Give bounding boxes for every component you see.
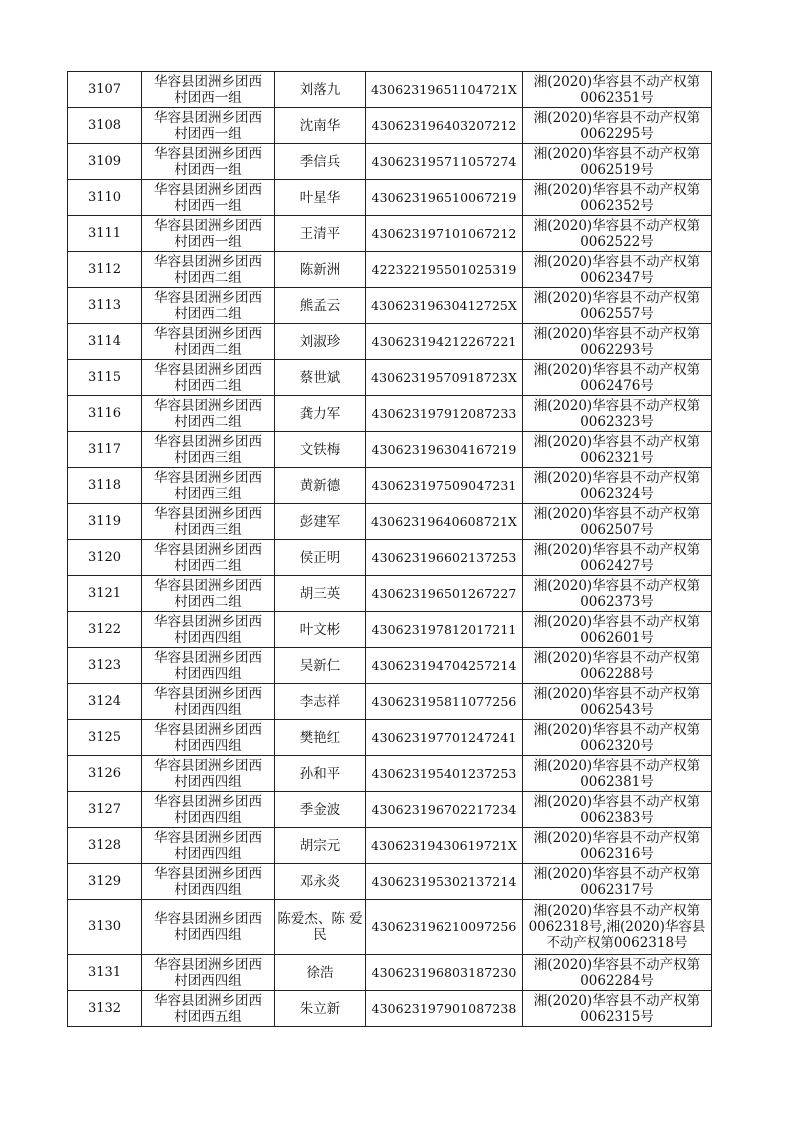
table-row <box>68 108 712 144</box>
location-cell: 华容县团洲乡团西 村团西一组 <box>142 180 275 216</box>
row-number: 3111 <box>68 216 142 252</box>
name-cell: 文铁梅 <box>275 432 366 468</box>
id-number-cell: 430623195401237253 <box>366 756 523 792</box>
id-number-cell: 422322195501025319 <box>366 252 523 288</box>
name-cell: 李志祥 <box>275 684 366 720</box>
certificate-cell: 湘(2020)华容县不动产权第 0062507号 <box>523 504 712 540</box>
table-row <box>68 828 712 864</box>
id-number-cell: 430623196510067219 <box>366 180 523 216</box>
name-cell: 蔡世斌 <box>275 360 366 396</box>
name-cell: 叶文彬 <box>275 612 366 648</box>
location-cell: 华容县团洲乡团西 村团西四组 <box>142 648 275 684</box>
table-row <box>68 144 712 180</box>
location-cell: 华容县团洲乡团西 村团西一组 <box>142 72 275 108</box>
row-number: 3115 <box>68 360 142 396</box>
table-row <box>68 252 712 288</box>
certificate-cell: 湘(2020)华容县不动产权第 0062351号 <box>523 72 712 108</box>
row-number: 3116 <box>68 396 142 432</box>
id-number-cell: 43062319570918723X <box>366 360 523 396</box>
table-row <box>68 288 712 324</box>
table-row <box>68 612 712 648</box>
name-cell: 朱立新 <box>275 991 366 1027</box>
row-number: 3110 <box>68 180 142 216</box>
table-row <box>68 684 712 720</box>
row-number: 3117 <box>68 432 142 468</box>
table-row <box>68 216 712 252</box>
row-number: 3107 <box>68 72 142 108</box>
name-cell: 叶星华 <box>275 180 366 216</box>
id-number-cell: 430623197901087238 <box>366 991 523 1027</box>
certificate-cell: 湘(2020)华容县不动产权第 0062284号 <box>523 955 712 991</box>
id-number-cell: 430623196304167219 <box>366 432 523 468</box>
row-number: 3124 <box>68 684 142 720</box>
row-number: 3130 <box>68 900 142 955</box>
id-number-cell: 430623195302137214 <box>366 864 523 900</box>
id-number-cell: 430623196702217234 <box>366 792 523 828</box>
row-number: 3122 <box>68 612 142 648</box>
id-number-cell: 43062319651104721X <box>366 72 523 108</box>
certificate-cell: 湘(2020)华容县不动产权第 0062522号 <box>523 216 712 252</box>
property-registry-table <box>67 71 712 1027</box>
certificate-cell: 湘(2020)华容县不动产权第 0062347号 <box>523 252 712 288</box>
location-cell: 华容县团洲乡团西 村团西四组 <box>142 792 275 828</box>
certificate-cell: 湘(2020)华容县不动产权第 0062543号 <box>523 684 712 720</box>
table-body <box>68 72 712 1027</box>
row-number: 3114 <box>68 324 142 360</box>
name-cell: 陈新洲 <box>275 252 366 288</box>
location-cell: 华容县团洲乡团西 村团西三组 <box>142 432 275 468</box>
location-cell: 华容县团洲乡团西 村团西二组 <box>142 288 275 324</box>
table-row <box>68 576 712 612</box>
name-cell: 彭建军 <box>275 504 366 540</box>
certificate-cell: 湘(2020)华容县不动产权第 0062315号 <box>523 991 712 1027</box>
row-number: 3121 <box>68 576 142 612</box>
row-number: 3123 <box>68 648 142 684</box>
table-row <box>68 756 712 792</box>
certificate-cell: 湘(2020)华容县不动产权第 0062557号 <box>523 288 712 324</box>
table-row <box>68 396 712 432</box>
table-row <box>68 864 712 900</box>
table-row <box>68 432 712 468</box>
row-number: 3126 <box>68 756 142 792</box>
location-cell: 华容县团洲乡团西 村团西四组 <box>142 612 275 648</box>
certificate-cell: 湘(2020)华容县不动产权第 0062316号 <box>523 828 712 864</box>
certificate-cell: 湘(2020)华容县不动产权第 0062323号 <box>523 396 712 432</box>
location-cell: 华容县团洲乡团西 村团西二组 <box>142 576 275 612</box>
certificate-cell: 湘(2020)华容县不动产权第 0062324号 <box>523 468 712 504</box>
table-row <box>68 540 712 576</box>
table-row <box>68 504 712 540</box>
id-number-cell: 430623196501267227 <box>366 576 523 612</box>
table-row <box>68 72 712 108</box>
id-number-cell: 430623194704257214 <box>366 648 523 684</box>
row-number: 3127 <box>68 792 142 828</box>
row-number: 3108 <box>68 108 142 144</box>
location-cell: 华容县团洲乡团西 村团西一组 <box>142 108 275 144</box>
row-number: 3125 <box>68 720 142 756</box>
name-cell: 熊孟云 <box>275 288 366 324</box>
location-cell: 华容县团洲乡团西 村团西二组 <box>142 252 275 288</box>
row-number: 3131 <box>68 955 142 991</box>
location-cell: 华容县团洲乡团西 村团西一组 <box>142 144 275 180</box>
id-number-cell: 430623195711057274 <box>366 144 523 180</box>
name-cell: 孙和平 <box>275 756 366 792</box>
location-cell: 华容县团洲乡团西 村团西四组 <box>142 955 275 991</box>
row-number: 3112 <box>68 252 142 288</box>
row-number: 3109 <box>68 144 142 180</box>
table-row <box>68 324 712 360</box>
location-cell: 华容县团洲乡团西 村团西四组 <box>142 720 275 756</box>
certificate-cell: 湘(2020)华容县不动产权第 0062318号,湘(2020)华容县 不动产权第0062318号 <box>523 900 712 955</box>
name-cell: 王清平 <box>275 216 366 252</box>
certificate-cell: 湘(2020)华容县不动产权第 0062320号 <box>523 720 712 756</box>
certificate-cell: 湘(2020)华容县不动产权第 0062288号 <box>523 648 712 684</box>
id-number-cell: 430623194212267221 <box>366 324 523 360</box>
location-cell: 华容县团洲乡团西 村团西三组 <box>142 504 275 540</box>
id-number-cell: 43062319640608721X <box>366 504 523 540</box>
location-cell: 华容县团洲乡团西 村团西四组 <box>142 864 275 900</box>
id-number-cell: 430623197912087233 <box>366 396 523 432</box>
id-number-cell: 43062319630412725X <box>366 288 523 324</box>
certificate-cell: 湘(2020)华容县不动产权第 0062476号 <box>523 360 712 396</box>
name-cell: 胡三英 <box>275 576 366 612</box>
location-cell: 华容县团洲乡团西 村团西五组 <box>142 991 275 1027</box>
table-row <box>68 468 712 504</box>
row-number: 3120 <box>68 540 142 576</box>
id-number-cell: 430623196803187230 <box>366 955 523 991</box>
name-cell: 徐浩 <box>275 955 366 991</box>
location-cell: 华容县团洲乡团西 村团西二组 <box>142 396 275 432</box>
name-cell: 陈爱杰、陈 爱民 <box>275 900 366 955</box>
id-number-cell: 43062319430619721X <box>366 828 523 864</box>
name-cell: 刘落九 <box>275 72 366 108</box>
id-number-cell: 430623197701247241 <box>366 720 523 756</box>
row-number: 3118 <box>68 468 142 504</box>
name-cell: 龚力军 <box>275 396 366 432</box>
name-cell: 邓永炎 <box>275 864 366 900</box>
row-number: 3129 <box>68 864 142 900</box>
name-cell: 樊艳红 <box>275 720 366 756</box>
id-number-cell: 430623197812017211 <box>366 612 523 648</box>
name-cell: 侯正明 <box>275 540 366 576</box>
table-row <box>68 360 712 396</box>
certificate-cell: 湘(2020)华容县不动产权第 0062383号 <box>523 792 712 828</box>
certificate-cell: 湘(2020)华容县不动产权第 0062293号 <box>523 324 712 360</box>
table-row <box>68 900 712 955</box>
certificate-cell: 湘(2020)华容县不动产权第 0062373号 <box>523 576 712 612</box>
table-row <box>68 180 712 216</box>
table-row <box>68 720 712 756</box>
location-cell: 华容县团洲乡团西 村团西四组 <box>142 684 275 720</box>
name-cell: 季信兵 <box>275 144 366 180</box>
id-number-cell: 430623196210097256 <box>366 900 523 955</box>
id-number-cell: 430623197101067212 <box>366 216 523 252</box>
location-cell: 华容县团洲乡团西 村团西四组 <box>142 900 275 955</box>
row-number: 3132 <box>68 991 142 1027</box>
location-cell: 华容县团洲乡团西 村团西一组 <box>142 216 275 252</box>
name-cell: 黄新德 <box>275 468 366 504</box>
id-number-cell: 430623197509047231 <box>366 468 523 504</box>
certificate-cell: 湘(2020)华容县不动产权第 0062295号 <box>523 108 712 144</box>
table-row <box>68 792 712 828</box>
location-cell: 华容县团洲乡团西 村团西三组 <box>142 468 275 504</box>
table-row <box>68 648 712 684</box>
location-cell: 华容县团洲乡团西 村团西四组 <box>142 828 275 864</box>
certificate-cell: 湘(2020)华容县不动产权第 0062519号 <box>523 144 712 180</box>
name-cell: 沈南华 <box>275 108 366 144</box>
id-number-cell: 430623195811077256 <box>366 684 523 720</box>
certificate-cell: 湘(2020)华容县不动产权第 0062601号 <box>523 612 712 648</box>
name-cell: 刘淑珍 <box>275 324 366 360</box>
name-cell: 吴新仁 <box>275 648 366 684</box>
location-cell: 华容县团洲乡团西 村团西二组 <box>142 540 275 576</box>
certificate-cell: 湘(2020)华容县不动产权第 0062352号 <box>523 180 712 216</box>
table-row <box>68 991 712 1027</box>
location-cell: 华容县团洲乡团西 村团西四组 <box>142 756 275 792</box>
name-cell: 季金波 <box>275 792 366 828</box>
row-number: 3119 <box>68 504 142 540</box>
certificate-cell: 湘(2020)华容县不动产权第 0062317号 <box>523 864 712 900</box>
location-cell: 华容县团洲乡团西 村团西二组 <box>142 360 275 396</box>
id-number-cell: 430623196602137253 <box>366 540 523 576</box>
location-cell: 华容县团洲乡团西 村团西二组 <box>142 324 275 360</box>
id-number-cell: 430623196403207212 <box>366 108 523 144</box>
certificate-cell: 湘(2020)华容县不动产权第 0062381号 <box>523 756 712 792</box>
certificate-cell: 湘(2020)华容县不动产权第 0062427号 <box>523 540 712 576</box>
name-cell: 胡宗元 <box>275 828 366 864</box>
certificate-cell: 湘(2020)华容县不动产权第 0062321号 <box>523 432 712 468</box>
row-number: 3128 <box>68 828 142 864</box>
row-number: 3113 <box>68 288 142 324</box>
table-row <box>68 955 712 991</box>
